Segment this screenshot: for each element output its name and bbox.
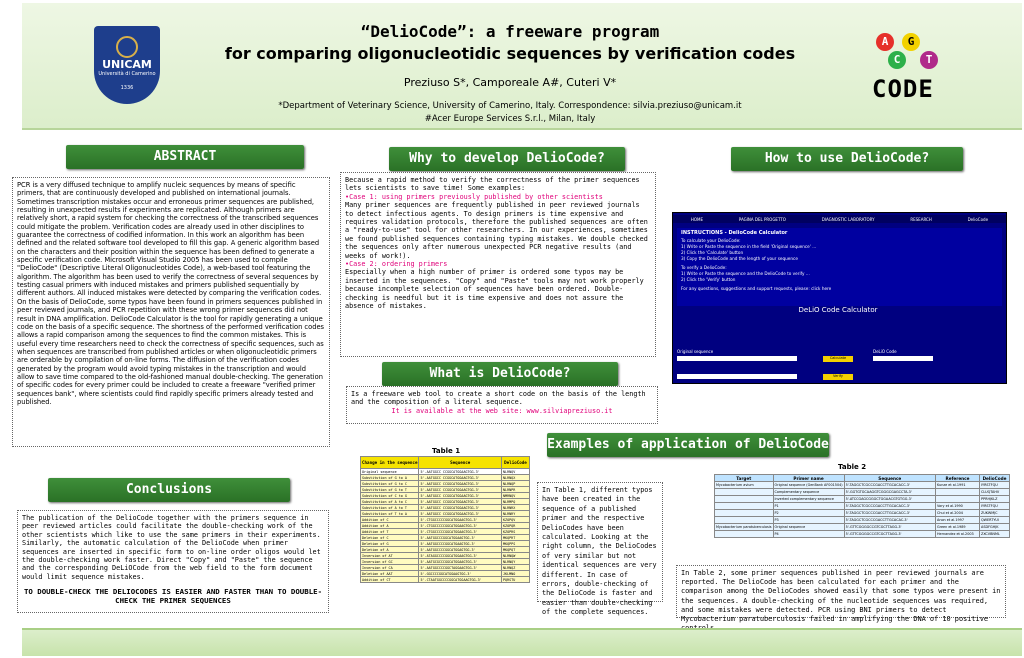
table-cell: Mycobacterium avium [715,482,774,489]
calculate-button[interactable]: Calculate [823,356,853,362]
verify-sequence-input[interactable] [677,374,797,379]
nav-item: PAGINA DEL PROGETTO [738,216,786,222]
table-cell: QWERTYUI [980,517,1010,524]
table-cell: NLRNQV [502,469,530,475]
table-cell: 5'-AATGGCC CCGGCATGGAAGTGG-3' [419,511,502,517]
table2-header: Sequence [844,475,935,482]
table-row [715,531,1010,538]
table-cell: 5'-AATGCGCCCGGCATGGAAGTGG-3' [419,559,502,565]
screenshot-instructions [677,228,1002,306]
nav-item: HOME [690,216,704,222]
instruction-line: 1) Write or Paste the sequence and the DelioCode to verify ... [681,271,810,276]
conclusions-heading: Conclusions [48,478,290,502]
table-cell: Deletion of C [361,535,419,541]
logo-letter-c: C [888,51,906,69]
table-cell: Inversion of GC [361,559,419,565]
abstract-heading: ABSTRACT [66,145,304,169]
what-text: Is a freeware web tool to create a short code on the basis of the length and the composition of a literal sequence. [351,390,646,407]
table-cell: 5'-CTGGCCCCCGGCATGGAAGTGG-3' [419,523,502,529]
abstract-text: PCR is a very diffused technique to amplify nucleic sequences by means of specific primers, that are continuously developed and published on international journals. Sometimes transcription mistakes occur and erroneous primer sequences are published, resulting in unexpected results if experiments are replicated. Although primers are relatively short, a rapid system for checking the correctness of the transcribed sequences could mitigate the problem. Verification codes are already used in other disciplines to guarantee the correctness of codified information. In this work an algorithm has been defined and the related software tool developed to fill this gap. A generic algorithm based on the characters and their position within the sequence has been defined to generate a specific verification code. Microsoft Visual Studio 2005 has been used to compile "DelioCode" (Descriptive Literal Oligonucleotides Code), a web-based tool featuring the algorithm. The algorithm has been used to verify the correctness of several sequences by testing casual primers with induced mistakes and primers published sequentially by different authors. All induced mistakes were detected by comparing the verification codes. On the basis of DelioCode, some typos have been found in primers sequences published in peer reviewed journals, and PCR repetition with these wrong primer sequences did not result in DNA amplification. DelioCode Calculator is the tool for rapidly generating a unique code on the basis of a specific sequence. The shortness of the performed verification codes allows a rapid comparison among the sequences to find the common mistakes. This is useful every time researchers need to check the correctness of specific sequences, such as when sequences are transcribed from published articles or when oligonucleotidic primers are orderable by compilation of on-line forms. The diffusion of the verification codes generated by the program would avoid typing mistakes in the transcription and would allow to save time compared to the old-fashioned manual double-checking. The generation of specific codes for every primer could be included to create a freeware "verified primer sequences bank", where scientists could find rapidly specific primers already tested and published. [12,177,330,447]
nav-item: DelioCode [967,216,989,222]
logo-letter-a: A [876,33,894,51]
table-cell: 5'-AATGGCCCCGGCATGGAGTGG-3' [419,547,502,553]
code-input[interactable] [873,356,933,361]
table-cell: NMRNQV [502,493,530,499]
what-panel [346,386,658,424]
table-cell: Deletion of A [361,547,419,553]
why-case1-text: Many primer sequences are frequently published in peer reviewed journals to detect infectious agents. To design primers is time expensive and requires validation protocols, therefore the published sequences are often a "ready-to-use" tool for other researchers. In our experiences, sometimes we found published sequences containing typing mistakes. We double checked the sequences only after numerous unexpected PCR negative results (and weeks of work!). [345,201,648,260]
table-cell: KZOPQR [502,523,530,529]
table-cell: Inverted complementary sequence [773,496,844,503]
unicam-logo-sub: Università di Camerino [98,71,156,77]
table-cell: Mycobacterium paratuberculosis [716,525,772,529]
table-cell: 5'-TAGGCTCGCCCGACCTTGCACAC-3' [844,517,935,524]
table-cell: MKQPQT [502,547,530,553]
table2 [714,474,1010,538]
table-cell: Chui et al.2004 [936,510,980,517]
unicam-logo-name: UNICAM [102,58,152,71]
table-row [715,524,1010,531]
table-cell: ASDFGHJK [980,524,1010,531]
table-cell: Inversion of AT [361,553,419,559]
table-cell: Original sequence [361,469,419,475]
table-cell: Substitution of G to T [361,487,419,493]
table2-note: In Table 2, some primer sequences published in peer reviewed journals are reported. The DelioCode has been calculated for each primer and the comparison among the DelioCodes showed easily that some typos were present in the sequences. A double-checking of the nucleotide sequences was required, and some mistakes were detected. PCR using BNI primers to detect Mycobacterium paratuberculosis failed in amplifying the DNA of 10 positive [676,565,1006,618]
table-cell: Anon et al.1997 [936,517,980,524]
authors: Preziuso S*, Camporeale A#, Cuteri V* [403,76,617,89]
table-cell: JKLMNO [502,571,530,577]
table-cell: MKQPRT [502,535,530,541]
logo-letter-t: T [920,51,938,69]
table-cell: NLRNQX [502,475,530,481]
table-cell: PPRHJKLZ [980,496,1010,503]
table-cell: Substitution of G to A [361,475,419,481]
table-cell: P2 [773,510,844,517]
poster-footer [22,628,1022,656]
table1-note: In Table 1, different typos have been created in the sequence of a published primer and the respective DelioCodes have been calculated. Looking at the right column, the DelioCodes of very similar but not identical sequences are very different. In case of errors, double-checking of the DelioCode is faster and easier than double-checking of the complete sequences. [537,482,663,602]
table-cell: NLRNQW [502,553,530,559]
table-cell: Substitution of G to C [361,481,419,487]
table-cell [715,496,774,503]
table-cell [715,503,774,510]
table-cell: ZXCVBNML [980,531,1010,538]
table-cell [936,489,980,496]
table-cell: NLRNQZ [502,565,530,571]
table-cell [715,489,774,496]
table-cell [715,517,774,524]
why-panel [340,172,656,357]
verify-button[interactable]: Verify [823,374,853,380]
table-cell: KZOPQV [502,517,530,523]
table-cell: 5'-AATGGCC CCGGCATGGAAGTGG-3' [419,499,502,505]
deliocode-web-screenshot [672,212,1007,384]
table-cell: 5'-AATGGCCCCGGCATGAAGTGG-3' [419,541,502,547]
table-row [715,503,1010,510]
how-heading: How to use DelioCode? [731,147,963,171]
table-cell [715,531,774,538]
table-cell: 5'-AATGGCC CCGGCATGGAAGTGG-3' [419,469,502,475]
table2-header: Primer name [773,475,844,482]
instruction-line: To verify a DelioCode: [681,265,727,270]
table-cell: Addition of C [361,517,419,523]
screenshot-nav [673,215,1006,223]
table-cell: IYRSTFQU [980,503,1010,510]
table-row [715,510,1010,517]
table2-header: Target [715,475,774,482]
conclusions-panel [17,510,329,613]
table-row [715,489,1010,496]
table-cell: 5'-AATGGCC CCGGCATGGAAGTGG-3' [419,475,502,481]
table-cell: Complementary sequence [773,489,844,496]
table-cell: 5'-GGTGTGCAAGGTCGGGCGAGCCTA-3' [844,489,935,496]
table-cell: Addition of T [361,529,419,535]
nav-item: DIAGNOSTIC LABORATORY [821,216,875,222]
instruction-line: For any questions, suggestions and support requests, please: click here [681,286,832,291]
table1-header: DelioCode [502,457,530,469]
table-cell: 5'-AATGGCCCGGCATGGAAGTGG-3' [419,535,502,541]
logo-code-word: CODE [872,75,934,103]
table-cell: CLUQTAHV [980,489,1010,496]
table2-header: DelioCode [980,475,1010,482]
table-cell: 5'-AATGGCC CCGGCATGGAAGTGG-3' [419,481,502,487]
why-case2-title: •Case 2: ordering primers [345,260,448,269]
nav-item: RESEARCH [910,216,932,222]
table-cell: IYRSTFQU [980,482,1010,489]
table-cell: Kunze et al.1991 [936,482,980,489]
table-cell: 5'-AATGGCC CCGGCATGGAAGTGG-3' [419,505,502,511]
table-cell: Substitution of T to A [361,511,419,517]
why-case1-title: •Case 1: using primers previously published by other scientists [345,192,603,201]
what-heading: What is DelioCode? [382,362,618,386]
conclusions-claim: TO DOUBLE-CHECK THE DELIOCODES IS EASIER AND FASTER THAN TO DOUBLE-CHECK THE PRIMER SEQUENCES [23,587,323,606]
table-cell: MKQPPS [502,541,530,547]
table-cell: NLRNRX [502,505,530,511]
table-cell: P3 [773,517,844,524]
table-cell: Original sequence (GenBank AF001504) [774,483,843,487]
table-row [715,517,1010,524]
instruction-line: 2) Click the 'Verify' button [681,277,736,282]
table-cell: NLRNQY [502,559,530,565]
field-label-sequence: Original sequence [677,349,714,354]
table-cell [715,510,774,517]
instruction-line: 3) Copy the DelioCode and the length of your sequence [681,256,798,261]
unicam-logo-year: 1336 [120,85,134,91]
seal-icon [116,36,138,58]
table-cell: 5'-GGCCCCGGCATGGAAGTGG-3' [419,571,502,577]
table-cell: 5'-GTTCGGGGCCGTCGCTTAGG-3' [844,531,935,538]
table-cell: Deletion of G [361,541,419,547]
sequence-input[interactable] [677,356,797,361]
table-cell: Substitution of A to T [361,505,419,511]
poster-title-line2: for comparing oligonucleotidic sequences by verification codes [224,44,796,63]
table1 [360,456,530,583]
table2-header: Reference [936,475,980,482]
table-cell: 5'-AATGGCC CCGGCATGGAAGTGG-3' [419,487,502,493]
table-cell: 5'-AATGGCCCCGGCTAGGAAGTGG-3' [419,565,502,571]
table1-caption: Table 1 [432,447,461,455]
why-heading: Why to develop DelioCode? [389,147,625,171]
table-cell: 5'-TAGGCTCGCCCGACCTTGCACACC-3' [844,503,935,510]
table-cell: 5'-CTGGCCCCCGGCATGGAAGTGG-3' [419,517,502,523]
table-cell [936,496,980,503]
instruction-line: 1) Write or Paste the sequence in the field 'Original sequence' ... [681,244,817,249]
logo-letter-g: G [902,33,920,51]
deliocode-logo [872,33,946,103]
table-cell: 5'-CTAATGGCCCCGGCATGGAAGTGG-3' [419,577,502,583]
instructions-title: INSTRUCTIONS - DelioCode Calculator [681,230,788,236]
affiliation-1: *Department of Veterinary Science, University of Camerino, Italy. Correspondence: silvia.preziuso@unicam.it [278,101,742,111]
conclusions-text: The publication of the DelioCode together with the primers sequence in peer reviewed articles could facilitate the double-checking work of the other scientists which like to use the same primers in their experiments. Similarly, the automatic calculation of the DelioCode when primer sequences are inserted in specific form to on-line order oligos would let the double-checking work faster. Direct "Copy" and "Paste" the sequence and the corresponding DeLiOCode from the web field to the form document would limit sequence mistakes. [22,514,321,581]
table-cell: Addition of A [361,523,419,529]
poster-title-line1: “DelioCode”: a freeware program [360,22,660,41]
table-cell: Deletion of AAT [361,571,419,577]
table-cell: 5'-TAGGCTCGCCCGACCTTGCACACC-3' [844,510,935,517]
why-case2-text: Especially when a high number of primer is ordered some typos may be inserted in the sequences. "Copy" and "Paste" tools may not work properly because incomplete selection of sequences have been ordered. Double-checking is needful but it is time expensive and does not assure the absence of mistakes. [345,268,644,311]
what-web: It is available at the web site: www.silviapreziuso.it [391,406,613,415]
table-cell: ZUKWMJC [980,510,1010,517]
table1-header: Change in the sequence [361,457,419,469]
instruction-line: To calculate your DelioCode: [681,238,741,243]
calculator-title: DeLiO Code Calculator [798,306,878,314]
table-cell: Substitution of C to G [361,493,419,499]
table-cell: 5'-ATAGGCCCCGGCATGGAAGTGG-3' [419,553,502,559]
table-row [361,577,530,583]
why-intro: Because a rapid method to verify the correctness of the primer sequences lets scientists to save time! Some examples: [345,176,640,193]
affiliation-2: #Acer Europe Services S.r.l., Milan, Italy [424,114,596,124]
table-cell: P4 [773,531,844,538]
table-cell: 5'-ATCCGAGCGGGCTGGAACGTGTGG-3' [844,496,935,503]
table-cell: 5'-GTTCGGGGCCGTCGCTTAGG-3' [844,524,935,531]
table-cell: Hernandez et al.2003 [936,531,980,538]
table-cell: Vary et al.1990 [936,503,980,510]
table-cell: NLRNQP [502,481,530,487]
table-cell: P1 [773,503,844,510]
table-cell: PQRSTU [502,577,530,583]
table-cell: Substitution of A to C [361,499,419,505]
field-label-code: DeLiO Code [873,349,897,354]
table-cell: Addition of CT [361,577,419,583]
table-cell: Green et al.1989 [936,524,980,531]
table2-caption: Table 2 [838,463,867,471]
table-cell: Inversion of CA [361,565,419,571]
table-cell: NLRNRY [502,511,530,517]
table-cell: 5'-AATGGCC CCGGCATGGAAGTGG-3' [419,493,502,499]
table-cell: NLRNPR [502,487,530,493]
instruction-line: 2) Click the 'Calculate' button [681,250,744,255]
examples-heading: Examples of application of DelioCode [547,433,829,457]
table-row [715,482,1010,489]
table-cell: 5'-CTGGCCCCCGGCATGGAAGTGG-3' [419,529,502,535]
table1-header: Sequence [419,457,502,469]
table-cell: 5'-TAGGCTCGCCCGACCTTGCACACC-3' [844,482,935,489]
table-cell: KZOPRS [502,529,530,535]
table-cell: Original sequence [773,524,844,531]
table-cell: NLRMPQ [502,499,530,505]
table-row [715,496,1010,503]
